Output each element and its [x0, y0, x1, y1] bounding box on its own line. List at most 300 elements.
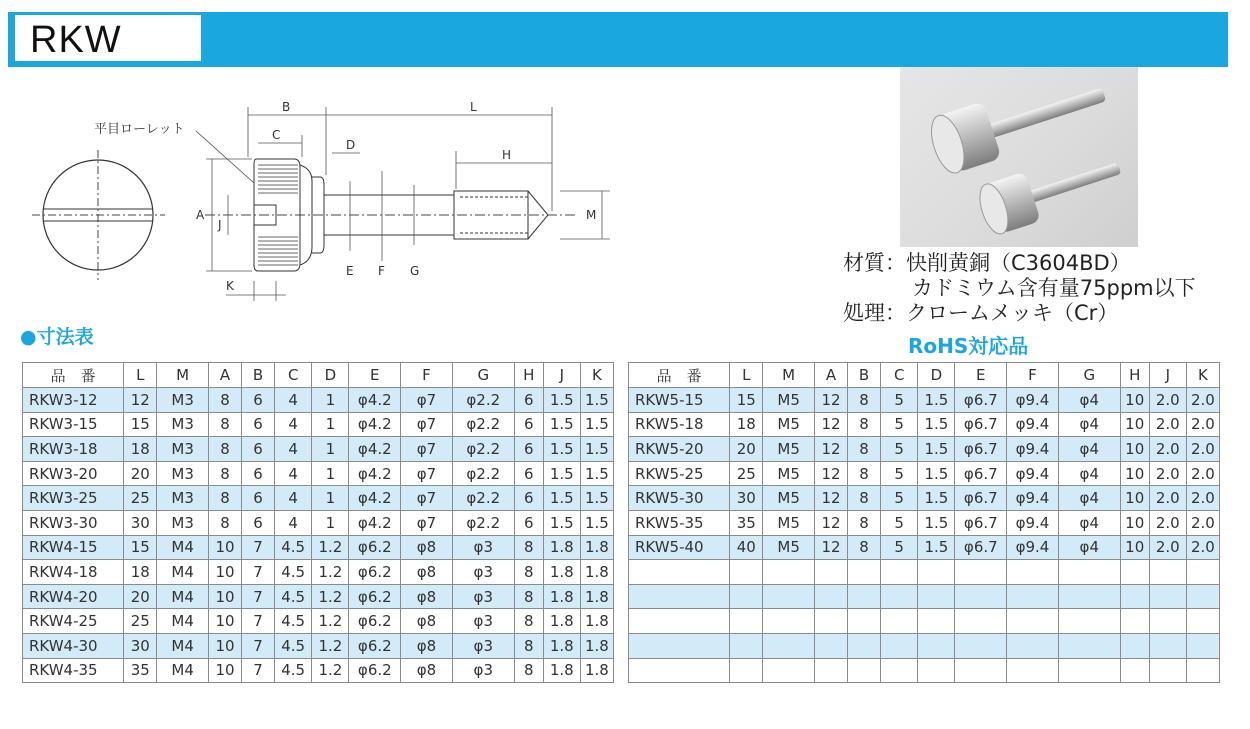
table-row — [629, 388, 1220, 413]
table-cell: φ6.7 — [955, 388, 1007, 413]
cadmium-line: カドミウム含有量75ppm以下 — [912, 276, 1196, 300]
table-cell: 5 — [881, 510, 918, 535]
table-cell: φ4.2 — [349, 412, 401, 437]
table-cell: 8 — [208, 461, 241, 486]
part-number-cell: RKW5-30 — [629, 486, 730, 511]
table-cell — [1149, 584, 1186, 609]
table-cell: φ4 — [1058, 486, 1120, 511]
column-header: K — [1186, 363, 1219, 388]
part-number-cell: RKW4-25 — [23, 609, 124, 634]
table-cell: 1.8 — [543, 609, 580, 634]
table-cell: 1.5 — [543, 486, 580, 511]
table-cell: M4 — [157, 633, 209, 658]
table-cell — [814, 584, 847, 609]
table-cell — [918, 633, 955, 658]
table-cell: 2.0 — [1186, 486, 1219, 511]
table-cell: φ6.7 — [955, 535, 1007, 560]
table-cell — [918, 584, 955, 609]
table-cell: 4 — [275, 412, 312, 437]
table-row — [23, 535, 614, 560]
table-cell: 1.8 — [580, 584, 613, 609]
table-cell: 10 — [1120, 388, 1149, 413]
table-cell: 1.5 — [543, 437, 580, 462]
table-cell: 6 — [242, 388, 275, 413]
table-cell: 1 — [312, 461, 349, 486]
table-cell: φ7 — [401, 461, 453, 486]
table-cell: 2.0 — [1149, 510, 1186, 535]
table-cell: 20 — [124, 461, 157, 486]
table-cell: 2.0 — [1186, 388, 1219, 413]
table-cell: 5 — [881, 388, 918, 413]
table-cell: 4 — [275, 461, 312, 486]
table-cell: φ4.2 — [349, 437, 401, 462]
table-cell — [1120, 584, 1149, 609]
table-cell: 10 — [208, 584, 241, 609]
table-cell: 4 — [275, 486, 312, 511]
table-cell: 4.5 — [275, 658, 312, 683]
table-cell — [848, 584, 881, 609]
table-cell: 1.5 — [918, 388, 955, 413]
table-cell — [1007, 560, 1059, 585]
table-row — [629, 412, 1220, 437]
table-cell: 1.5 — [918, 461, 955, 486]
table-cell: 12 — [814, 535, 847, 560]
table-row — [23, 412, 614, 437]
table-cell: φ2.2 — [452, 510, 514, 535]
table-cell — [763, 609, 815, 634]
table-cell: 4.5 — [275, 609, 312, 634]
table-cell — [1186, 609, 1219, 634]
table-cell: 8 — [848, 535, 881, 560]
table-cell: M3 — [157, 461, 209, 486]
table-cell: 4.5 — [275, 633, 312, 658]
table-cell: φ7 — [401, 412, 453, 437]
table-cell: 12 — [814, 486, 847, 511]
table-cell: M3 — [157, 412, 209, 437]
table-row — [629, 510, 1220, 535]
table-cell: 6 — [514, 412, 543, 437]
table-cell — [1058, 658, 1120, 683]
table-row — [23, 486, 614, 511]
column-header: G — [452, 363, 514, 388]
table-cell: 35 — [124, 658, 157, 683]
table-cell — [881, 658, 918, 683]
table-cell: 1.5 — [580, 412, 613, 437]
table-cell: φ6.2 — [349, 609, 401, 634]
column-header: J — [543, 363, 580, 388]
part-number-cell: RKW3-15 — [23, 412, 124, 437]
table-cell: φ2.2 — [452, 461, 514, 486]
table-cell: 2.0 — [1186, 437, 1219, 462]
table-cell: φ2.2 — [452, 388, 514, 413]
table-cell: 1.5 — [918, 510, 955, 535]
table-cell: 7 — [242, 560, 275, 585]
table-cell: 10 — [1120, 437, 1149, 462]
table-cell — [730, 633, 763, 658]
table-cell: 2.0 — [1149, 388, 1186, 413]
table-cell — [881, 609, 918, 634]
table-cell: φ9.4 — [1007, 412, 1059, 437]
table-cell: 10 — [1120, 486, 1149, 511]
part-number-cell — [629, 658, 730, 683]
table-cell: φ9.4 — [1007, 388, 1059, 413]
table-cell: 20 — [124, 584, 157, 609]
column-header: 品 番 — [23, 363, 124, 388]
column-header: K — [580, 363, 613, 388]
column-header: J — [1149, 363, 1186, 388]
table-cell: 25 — [124, 609, 157, 634]
column-header: L — [730, 363, 763, 388]
table-cell: φ3 — [452, 535, 514, 560]
table-cell: φ4 — [1058, 535, 1120, 560]
table-cell: φ3 — [452, 584, 514, 609]
table-cell: 2.0 — [1186, 535, 1219, 560]
table-cell: 4 — [275, 388, 312, 413]
table-cell — [1149, 658, 1186, 683]
table-cell: φ4.2 — [349, 486, 401, 511]
table-cell: 1.2 — [312, 584, 349, 609]
table-cell: 1 — [312, 437, 349, 462]
table-cell — [1058, 584, 1120, 609]
table-cell: φ8 — [401, 584, 453, 609]
part-number-cell: RKW3-20 — [23, 461, 124, 486]
dimension-table-right — [628, 362, 1220, 683]
column-header: G — [1058, 363, 1120, 388]
table-cell — [918, 609, 955, 634]
table-cell — [1007, 584, 1059, 609]
table-cell: M4 — [157, 658, 209, 683]
dimension-table-left — [22, 362, 614, 683]
table-row — [23, 510, 614, 535]
knurl-label: 平目ローレット — [94, 122, 185, 137]
table-cell: 2.0 — [1149, 412, 1186, 437]
table-cell: φ7 — [401, 486, 453, 511]
table-cell: 18 — [124, 437, 157, 462]
table-cell: φ4 — [1058, 437, 1120, 462]
table-cell — [918, 658, 955, 683]
table-cell: 15 — [124, 535, 157, 560]
table-cell — [955, 658, 1007, 683]
table-row — [23, 461, 614, 486]
table-cell: 1.8 — [543, 560, 580, 585]
material-line: 材質：快削黄銅（C3604BD） — [843, 251, 1131, 275]
table-row — [23, 609, 614, 634]
table-cell: 7 — [242, 584, 275, 609]
table-cell: φ2.2 — [452, 412, 514, 437]
table-cell — [955, 560, 1007, 585]
table-cell: φ4 — [1058, 412, 1120, 437]
table-cell: M5 — [763, 412, 815, 437]
dim-label-d: D — [346, 138, 356, 152]
table-cell: 1.8 — [543, 633, 580, 658]
table-cell: 5 — [881, 412, 918, 437]
table-cell: 30 — [124, 510, 157, 535]
dim-label-b: B — [282, 100, 291, 114]
table-cell: φ8 — [401, 560, 453, 585]
table-cell: φ4 — [1058, 510, 1120, 535]
table-cell: 1.5 — [918, 486, 955, 511]
table-cell: 1.8 — [580, 560, 613, 585]
table-cell: 1.5 — [543, 510, 580, 535]
table-row — [23, 584, 614, 609]
table-cell — [763, 633, 815, 658]
table-row — [23, 658, 614, 683]
table-cell: M3 — [157, 437, 209, 462]
table-cell: φ9.4 — [1007, 510, 1059, 535]
table-cell: 12 — [814, 388, 847, 413]
table-cell: 8 — [208, 437, 241, 462]
table-cell: φ9.4 — [1007, 437, 1059, 462]
table-cell: 8 — [514, 560, 543, 585]
dim-label-m: M — [586, 208, 597, 222]
table-cell: 1.2 — [312, 609, 349, 634]
table-cell: φ9.4 — [1007, 461, 1059, 486]
table-cell — [730, 609, 763, 634]
table-cell — [1007, 658, 1059, 683]
table-cell: φ4 — [1058, 461, 1120, 486]
column-header: L — [124, 363, 157, 388]
table-cell: M5 — [763, 461, 815, 486]
column-header: B — [242, 363, 275, 388]
table-cell: 1.8 — [580, 633, 613, 658]
table-cell: φ6.7 — [955, 510, 1007, 535]
table-cell: 18 — [124, 560, 157, 585]
table-cell: 35 — [730, 510, 763, 535]
table-cell — [763, 658, 815, 683]
column-header: D — [312, 363, 349, 388]
table-cell: 8 — [514, 633, 543, 658]
column-header: D — [918, 363, 955, 388]
page-title: RKW — [30, 19, 122, 61]
table-row — [629, 437, 1220, 462]
table-cell — [1120, 609, 1149, 634]
section-title: ●寸法表 — [20, 326, 94, 348]
table-cell: 12 — [814, 510, 847, 535]
part-number-cell: RKW4-20 — [23, 584, 124, 609]
table-cell: 2.0 — [1149, 461, 1186, 486]
table-cell: φ6.7 — [955, 437, 1007, 462]
table-cell: φ3 — [452, 560, 514, 585]
table-cell: 12 — [814, 412, 847, 437]
table-cell: 1.5 — [580, 388, 613, 413]
part-number-cell: RKW3-30 — [23, 510, 124, 535]
part-number-cell: RKW4-30 — [23, 633, 124, 658]
table-cell: 1.5 — [918, 535, 955, 560]
part-number-cell: RKW3-12 — [23, 388, 124, 413]
table-cell: M5 — [763, 486, 815, 511]
table-cell: 15 — [730, 388, 763, 413]
table-cell: φ8 — [401, 633, 453, 658]
table-row — [23, 437, 614, 462]
table-cell: 8 — [514, 535, 543, 560]
table-cell: 6 — [514, 437, 543, 462]
table-cell: φ4 — [1058, 388, 1120, 413]
table-cell — [763, 584, 815, 609]
table-row — [629, 609, 1220, 634]
table-cell: 6 — [242, 412, 275, 437]
table-cell — [814, 560, 847, 585]
table-cell: 10 — [1120, 461, 1149, 486]
table-cell — [881, 633, 918, 658]
table-cell: φ6.2 — [349, 633, 401, 658]
table-cell — [814, 609, 847, 634]
dim-label-h: H — [502, 148, 512, 162]
table-cell — [814, 658, 847, 683]
table-cell: 1.8 — [543, 535, 580, 560]
table-cell: 1.8 — [543, 584, 580, 609]
table-cell — [955, 609, 1007, 634]
table-cell: 8 — [848, 388, 881, 413]
table-cell: 8 — [848, 461, 881, 486]
table-cell — [1120, 633, 1149, 658]
table-cell — [881, 560, 918, 585]
table-cell — [1149, 633, 1186, 658]
table-row — [23, 388, 614, 413]
dim-label-j: J — [218, 218, 222, 232]
dim-label-e: E — [346, 264, 354, 278]
table-cell: φ7 — [401, 510, 453, 535]
table-cell: φ6.2 — [349, 658, 401, 683]
treatment-line: 処理：クロームメッキ（Cr） — [843, 301, 1119, 325]
table-cell — [848, 609, 881, 634]
dim-label-f: F — [378, 264, 385, 278]
table-cell: 10 — [1120, 535, 1149, 560]
table-cell — [730, 658, 763, 683]
part-number-cell: RKW5-25 — [629, 461, 730, 486]
column-header: E — [955, 363, 1007, 388]
table-cell: 2.0 — [1186, 461, 1219, 486]
table-cell: φ3 — [452, 658, 514, 683]
table-cell: 12 — [814, 437, 847, 462]
table-cell: φ4.2 — [349, 388, 401, 413]
table-cell: 8 — [848, 437, 881, 462]
table-cell — [1149, 560, 1186, 585]
table-cell: 5 — [881, 535, 918, 560]
product-photo — [900, 67, 1138, 247]
table-cell — [1120, 658, 1149, 683]
table-cell: 6 — [514, 461, 543, 486]
table-cell: 40 — [730, 535, 763, 560]
table-cell: 10 — [208, 609, 241, 634]
table-cell — [730, 560, 763, 585]
part-number-cell — [629, 560, 730, 585]
table-row — [629, 535, 1220, 560]
table-cell: 1.8 — [543, 658, 580, 683]
column-header: B — [848, 363, 881, 388]
dim-label-g: G — [410, 264, 420, 278]
table-cell — [1186, 560, 1219, 585]
table-cell: M5 — [763, 388, 815, 413]
dim-label-a: A — [196, 208, 205, 222]
table-cell: 8 — [848, 412, 881, 437]
column-header: M — [763, 363, 815, 388]
dim-label-k: K — [226, 279, 234, 293]
table-cell: 1.8 — [580, 609, 613, 634]
table-cell: φ7 — [401, 388, 453, 413]
table-cell — [730, 584, 763, 609]
table-cell: 2.0 — [1149, 437, 1186, 462]
part-number-cell: RKW4-15 — [23, 535, 124, 560]
table-cell: 1.5 — [580, 486, 613, 511]
table-cell: M5 — [763, 510, 815, 535]
table-row — [629, 560, 1220, 585]
table-cell: 12 — [814, 461, 847, 486]
table-cell: 8 — [514, 658, 543, 683]
table-row — [23, 633, 614, 658]
table-cell: φ9.4 — [1007, 486, 1059, 511]
part-number-cell — [629, 609, 730, 634]
table-cell: φ6.7 — [955, 412, 1007, 437]
table-cell: φ6.2 — [349, 560, 401, 585]
table-cell: φ6.2 — [349, 584, 401, 609]
table-cell: 1.5 — [580, 461, 613, 486]
table-cell: φ6.7 — [955, 486, 1007, 511]
table-cell: 6 — [242, 510, 275, 535]
table-cell: φ8 — [401, 535, 453, 560]
table-cell: 10 — [1120, 510, 1149, 535]
table-cell: 6 — [514, 510, 543, 535]
table-cell: 4.5 — [275, 535, 312, 560]
table-cell: M3 — [157, 486, 209, 511]
table-cell: 20 — [730, 437, 763, 462]
table-cell: 1 — [312, 412, 349, 437]
table-cell — [814, 633, 847, 658]
table-cell: 8 — [514, 609, 543, 634]
table-cell: 6 — [242, 486, 275, 511]
table-cell: M4 — [157, 560, 209, 585]
table-cell: 7 — [242, 658, 275, 683]
table-cell — [848, 560, 881, 585]
table-cell: 4.5 — [275, 584, 312, 609]
table-cell: 8 — [208, 510, 241, 535]
table-cell: M4 — [157, 609, 209, 634]
column-header: A — [814, 363, 847, 388]
technical-drawing — [20, 85, 620, 310]
table-cell — [955, 584, 1007, 609]
table-cell: 1.2 — [312, 535, 349, 560]
table-cell: 6 — [514, 486, 543, 511]
dim-label-c: C — [272, 128, 281, 142]
table-cell: 8 — [208, 486, 241, 511]
column-header: F — [1007, 363, 1059, 388]
table-cell: φ2.2 — [452, 437, 514, 462]
table-row — [629, 658, 1220, 683]
table-cell: φ3 — [452, 609, 514, 634]
part-number-cell — [629, 584, 730, 609]
table-cell: 1.5 — [918, 437, 955, 462]
table-row — [23, 560, 614, 585]
table-cell: 1 — [312, 388, 349, 413]
table-cell — [1186, 584, 1219, 609]
table-cell — [881, 584, 918, 609]
table-row — [629, 584, 1220, 609]
table-cell: 2.0 — [1186, 412, 1219, 437]
table-cell: φ7 — [401, 437, 453, 462]
table-cell — [1149, 609, 1186, 634]
table-cell — [1186, 658, 1219, 683]
table-row — [629, 486, 1220, 511]
table-cell: 6 — [242, 461, 275, 486]
table-cell: 30 — [124, 633, 157, 658]
table-cell — [848, 658, 881, 683]
table-cell: 1 — [312, 486, 349, 511]
part-number-cell: RKW5-18 — [629, 412, 730, 437]
table-cell: 8 — [848, 510, 881, 535]
table-cell: φ6.2 — [349, 535, 401, 560]
column-header: C — [275, 363, 312, 388]
table-cell: 1.5 — [918, 412, 955, 437]
column-header: H — [514, 363, 543, 388]
